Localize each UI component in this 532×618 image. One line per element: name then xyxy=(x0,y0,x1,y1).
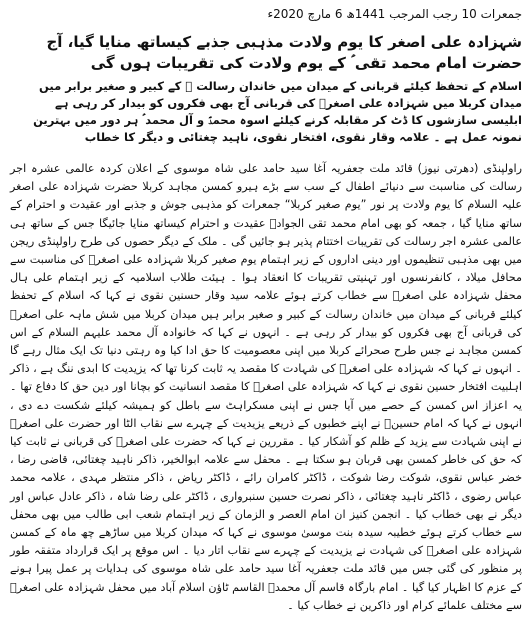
dateline: جمعرات 10 رجب المرجب 1441ھ 6 مارچ 2020ء xyxy=(267,7,522,21)
subhead xyxy=(10,78,522,146)
subhead-line-1: اسلام کے تحفظ کیلئے قربانی کے میدان میں خاندان رسالت ؐ کے کبیر و صغیر برابر میں میدان کربلا میں شہزادہ علی اصغرؑ کی قربانی آج بھی فکروں کو بیدار کر رہی ہے xyxy=(39,79,522,110)
spacer xyxy=(10,146,522,160)
article-body xyxy=(10,160,522,615)
subhead-line-2: ابلیسی سازشوں کا ڈٹ کر مقابلہ کرنے کیلئے اسوہ محمدؐ و آل محمد ؑ ہر دور میں بہترین نمونہ عمل ہے ۔ علامہ وقار نقوی، افتخار نقوی، ناہید چغتائی و دیگر کا خطاب xyxy=(33,113,522,144)
body-paragraph: راولپنڈی (دھرتی نیوز) قائد ملت جعفریہ آغا سید حامد علی شاہ موسوی کے اعلان کردہ عالمی عشرہ اجر رسالت کی مناسبت سے دنیائے اطفال کے سب سے بڑے ہیرو کمسن مجاہد کربلا حضرت شہزادہ علی اصغر علیہ السلام کا یوم ولادت پر نور ”یوم صغیر کربلا“ جمعرات کو مذہبی جوش و جذبے اور عقیدت و احترام کے ساتھ منایا گیا ، جمعہ کو بھی امام محمد تقی الجوادؑ عقیدت و احترام کیساتھ منایا جائیگا جس کے ساتھ ہی عالمی عشرہ اجر رسالت کی تقریبات اختتام پذیر ہو جائیں گی ۔ ملک کے دیگر حصوں کی طرح راولپنڈی ریجن میں بھی مذہبی تنظیموں اور دینی اداروں کے زیر اہتمام یوم صغیر کربلا شہزادہ علی اصغرؑ کی مناسبت سے محافل میلاد ، کانفرنسوں اور تہنیتی تقریبات کا انعقاد ہوا ۔ ہیئت طلاب اسلامیہ کے زیر اہتمام علی ہال محفل شہزادہ علی اصغرؑ سے خطاب کرتے ہوئے علامہ سید وقار حسنین نقوی نے کہا کہ اسلام کے تحفظ کیلئے قربانی کے میدان میں خاندان رسالت کے کبیر و صغیر برابر ہیں میدان کربلا میں شش ماہہ علی اصغرؑ کی قربانی آج بھی فکروں کو بیدار کر رہی ہے ۔ انہوں نے کہا کہ خانوادہ آل محمد علیہم السلام کے اس کمسن مجاہد نے جس طرح صحرائے کربلا میں اپنی معصومیت کا حق ادا کیا وہ رہتی دنیا تک ایک مثال رہے گا ۔ انہوں نے کہا کہ شہزادہ علی اصغرؑ کی شہادت کا مقصد یہ ثابت کرنا تھا کہ یزیدیت کا ابدی ننگ ہے ، ذاکر اہلبیت افتخار حسین نقوی نے کہا کہ شہزادہ علی اصغرؑ کا مقصد انسانیت کو بچانا اور دین حق کا دفاع تھا ۔ یہ اعزاز اس کمسن کے حصے میں آیا جس نے اپنی مسکراہٹ سے باطل کو ہمیشہ کیلئے شکست دے دی ، انہوں نے کہا کہ امام حسینؑ نے اپنے خطبوں کے ذریعے یزیدیت کے چہرے سے نقاب الٹا اور حضرت علی اصغرؑ نے اپنی شہادت سے یزید کے ظلم کو آشکار کیا ۔ مقررین نے کہا کہ حضرت علی اصغرؑ کی قربانی نے ثابت کیا کہ حق کی خاطر کمسن بھی قربان ہو سکتا ہے ۔ محفل سے علامہ ابوالخیر، ذاکر ناہید چغتائی، قاضی رضا ، خضر عباس نقوی، شوکت رضا شوکت ، ڈاکٹر کامران رائے ، ڈاکٹر ریاض ، ذاکر منتظر مہدی ، علامہ محمد عباس رضوی ، ڈاکٹر ناہید چغتائی ، ذاکر نصرت حسین سنبرواری ، ڈاکٹر علی رضا شاہ ، ذاکر عادل عباس اور دیگر نے بھی خطاب کیا ۔ انجمن کنیز ان امام العصر و الزمان کے زیر اہتمام شعب ابی طالب میں بھی محفل سے خطاب کرتے ہوئے خطیبہ سیدہ بنت موسیٰ موسوی نے کہا کہ میدان کربلا میں ساڑھے چھ ماہ کے کمسن شہزادہ علی اصغرؑ کی شہادت نے یزیدیت کے چہرے سے نقاب اتار دیا ۔ اس موقع پر ایک قرارداد متفقہ طور پر منظور کی گئی جس میں قائد ملت جعفریہ آغا سید حامد علی شاہ موسوی کی ہدایات پر عمل پیرا ہونے کے عزم کا اظہار کیا گیا ۔ امام بارگاہ قاسم آل محمدؑ القاسم ٹاؤن اسلام آباد میں محفل شہزادہ علی اصغرؑ سے مختلف علمائے کرام اور ذاکرین نے خطاب کیا ۔ xyxy=(10,162,522,612)
headline: شہزادہ علی اصغر کا یوم ولادت مذہبی جذبے کیساتھ منایا گیا، آج حضرت امام محمد تقی ؑ کے یوم ولادت کی تقریبات ہوں گی xyxy=(46,33,522,72)
